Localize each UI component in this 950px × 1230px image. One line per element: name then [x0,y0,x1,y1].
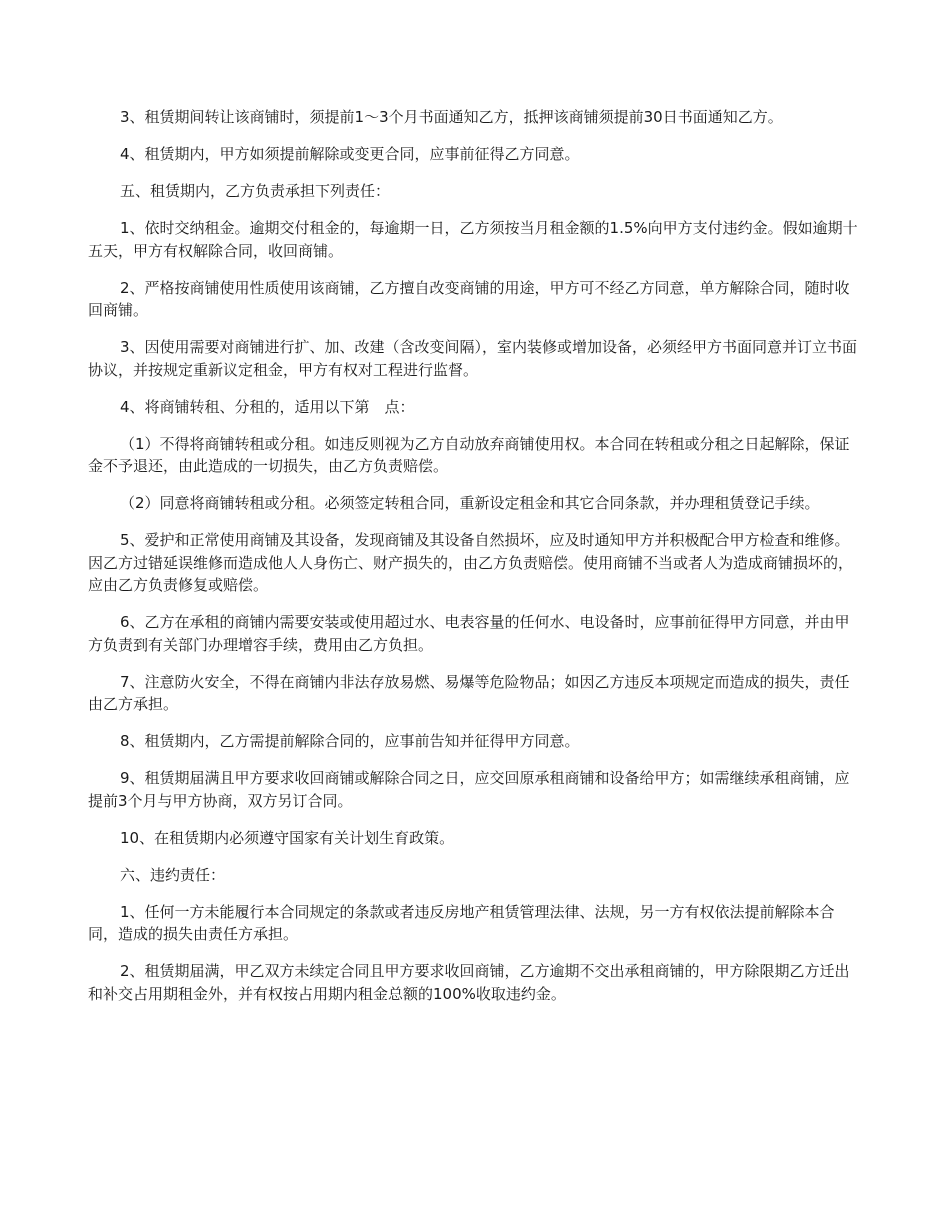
sublease-option-1: （1）不得将商铺转租或分租。如违反则视为乙方自动放弃商铺使用权。本合同在转租或分租之日起解除，保证金不予退还，由此造成的一切损失，由乙方负责赔偿。 [88,434,850,475]
sublease-option-2: （2）同意将商铺转租或分租。必须签定转租合同，重新设定租金和其它合同条款，并办理租赁登记手续。 [120,494,820,512]
responsibility-5-maintenance: 5、爱护和正常使用商铺及其设备，发现商铺及其设备自然损坏，应及时通知甲方并积极配合甲方检查和维修。因乙方过错延误维修而造成他人人身伤亡、财产损失的，由乙方负责赔偿。使用商铺不当或者人为造成商铺损坏的，应由乙方负责修复或赔偿。 [88,531,854,594]
responsibility-10-policy: 10、在租赁期内必须遵守国家有关计划生育政策。 [120,828,455,847]
section-5-heading: 五、租赁期内，乙方负责承担下列责任： [120,182,391,200]
responsibility-7-fire-safety: 7、注意防火安全，不得在商铺内非法存放易燃、易爆等危险物品；如因乙方违反本项规定而造成的损失，责任由乙方承担。 [88,672,850,713]
responsibility-3-renovation: 3、因使用需要对商铺进行扩、加、改建（含改变间隔），室内装修或增加设备，必须经甲方书面同意并订立书面协议，并按规定重新议定租金，甲方有权对工程进行监督。 [88,338,858,379]
clause-3-transfer-notice: 3、租赁期间转让该商铺时，须提前1～3个月书面通知乙方，抵押该商铺须提前30日书面通知乙方。 [120,108,783,126]
section-6-heading: 六、违约责任： [120,865,226,884]
responsibility-2-usage: 2、严格按商铺使用性质使用该商铺，乙方擅自改变商铺的用途，甲方可不经乙方同意，单方解除合同，随时收回商铺。 [88,278,850,319]
responsibility-8-early-termination: 8、租赁期内，乙方需提前解除合同的，应事前告知并征得甲方同意。 [120,732,580,750]
responsibility-1-rent: 1、依时交纳租金。逾期交付租金的，每逾期一日，乙方须按当月租金额的1.5%向甲方支付违约金。假如逾期十五天，甲方有权解除合同，收回商铺。 [88,219,858,260]
document-page [88,106,858,1020]
breach-1-termination: 1、任何一方未能履行本合同规定的条款或者违反房地产租赁管理法律、法规，另一方有权依法提前解除本合同，造成的损失由责任方承担。 [88,902,835,943]
responsibility-9-expiry: 9、租赁期届满且甲方要求收回商铺或解除合同之日，应交回原承租商铺和设备给甲方；如需继续承租商铺，应提前3个月与甲方协商，双方另订合同。 [88,769,850,810]
breach-2-overstay: 2、租赁期届满，甲乙双方未续定合同且甲方要求收回商铺，乙方逾期不交出承租商铺的，甲方除限期乙方迁出和补交占用期租金外，并有权按占用期内租金总额的100%收取违约金。 [88,962,850,1003]
clause-4-early-termination: 4、租赁期内，甲方如须提前解除或变更合同，应事前征得乙方同意。 [120,145,580,163]
responsibility-6-utilities: 6、乙方在承租的商铺内需要安装或使用超过水、电表容量的任何水、电设备时，应事前征得甲方同意，并由甲方负责到有关部门办理增容手续，费用由乙方负担。 [88,613,850,654]
responsibility-4-sublease: 4、将商铺转租、分租的，适用以下第 点： [120,397,415,416]
